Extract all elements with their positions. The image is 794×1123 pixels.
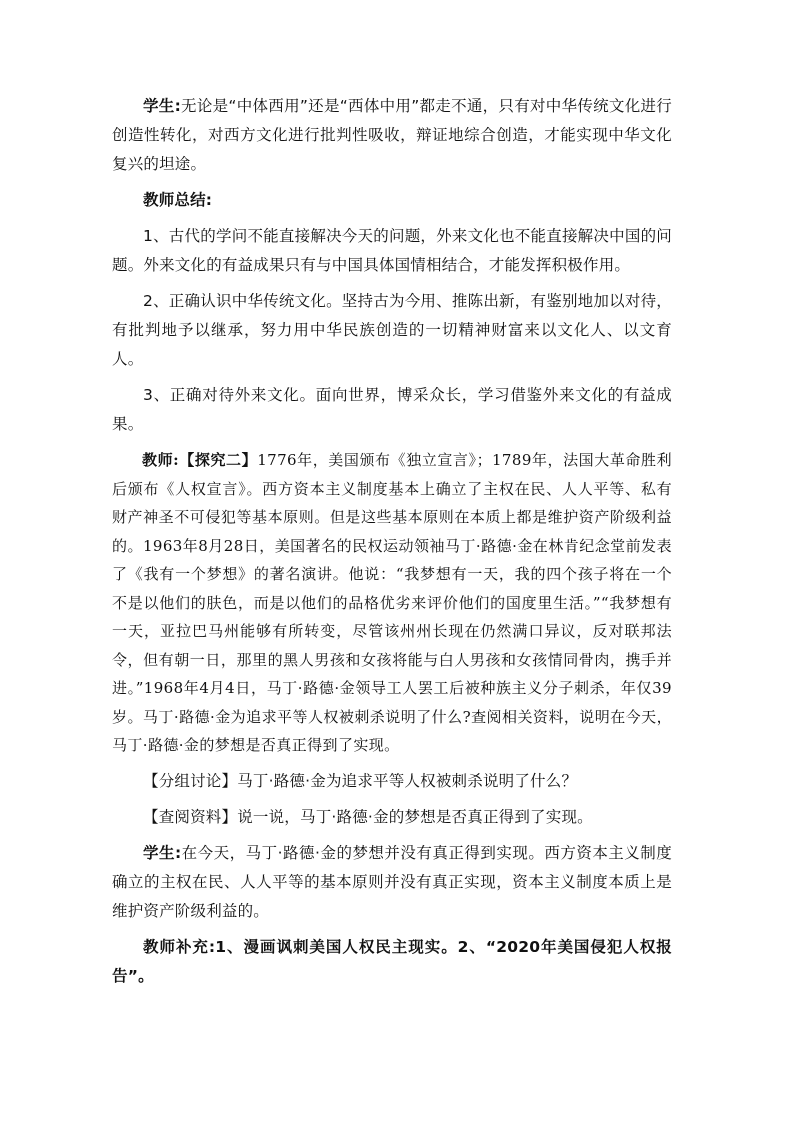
paragraph-text: 无论是“中体西用”还是“西体中用”都走不通，只有对中华传统文化进行创造性转化，对西方文化进行批判性吸收，辩证地综合创造，才能实现中华文化复兴的坦途。	[112, 97, 672, 173]
section-tag: 【查阅资料】	[143, 807, 238, 826]
summary-point-3: 3、正确对待外来文化。面向世界，博采众长，学习借鉴外来文化的有益成果。	[112, 386, 672, 433]
paragraph-text: 马丁·路德·金为追求平等人权被刺杀说明了什么？	[237, 771, 578, 790]
speaker-label: 学生:	[143, 843, 182, 862]
speaker-label: 教师补充:	[143, 937, 216, 956]
summary-point-1: 1、古代的学问不能直接解决今天的问题，外来文化也不能直接解决中国的问题。外来文化的有益成果只有与中国具体国情相结合，才能发挥积极作用。	[112, 227, 672, 274]
group-discussion-paragraph	[112, 767, 672, 796]
page-content	[112, 92, 672, 991]
paragraph-text: 在今天，马丁·路德·金的梦想并没有真正得到实现。西方资本主义制度确立的主权在民、人人平等的基本原则并没有真正实现，资本主义制度本质上是维护资产阶级利益的。	[112, 843, 672, 920]
research-paragraph	[112, 803, 672, 832]
speaker-label: 学生:	[143, 97, 181, 115]
paragraph-text: 说一说，马丁·路德·金的梦想是否真正得到了实现。	[237, 807, 593, 826]
teacher-summary-heading: 教师总结:	[143, 191, 213, 209]
section-tag: 【探究二】	[179, 451, 258, 469]
paragraph-text: 1、漫画讽刺美国人权民主现实。2、“2020年美国侵犯人权报告”。	[112, 937, 672, 985]
speaker-label: 教师:	[142, 451, 180, 469]
summary-point-2: 2、正确认识中华传统文化。坚持古为今用、推陈出新，有鉴别地加以对待，有批判地予以继承，努力用中华民族创造的一切精神财富来以文化人、以文育人。	[112, 292, 672, 368]
paragraph-text: 1776年，美国颁布《独立宣言》；1789年，法国大革命胜利后颁布《人权宣言》。西方资本主义制度基本上确立了主权在民、人人平等、私有财产神圣不可侵犯等基本原则。但是这些基本原则在本质上都是维护资产阶级利益的。1963年8月28日，美国著名的民权运动领袖马丁·路德·金在林肯纪念堂前发表了《我有一个梦想》的著名演讲。他说：“我梦想有一天，我的四个孩子将在一个不是以他们的肤色，而是以他们的品格优劣来评价他们的国度里生活。”“我梦想有一天，亚拉巴马州能够有所转变，尽管该州州长现在仍然满口异议，反对联邦法令，但有朝一日，那里的黑人男孩和女孩将能与白人男孩和女孩情同骨肉，携手并进。”1968年4月4日，马丁·路德·金领导工人罢工后被种族主义分子刺杀，年仅39岁。马丁·路德·金为追求平等人权被刺杀说明了什么?查阅相关资料，说明在今天，马丁·路德·金的梦想是否真正得到了实现。	[112, 451, 672, 754]
section-tag: 【分组讨论】	[143, 771, 238, 790]
inquiry-two-paragraph	[112, 446, 672, 760]
student-reply-paragraph	[112, 839, 672, 926]
student-answer-paragraph	[112, 92, 672, 179]
teacher-supplement-paragraph	[112, 933, 672, 991]
